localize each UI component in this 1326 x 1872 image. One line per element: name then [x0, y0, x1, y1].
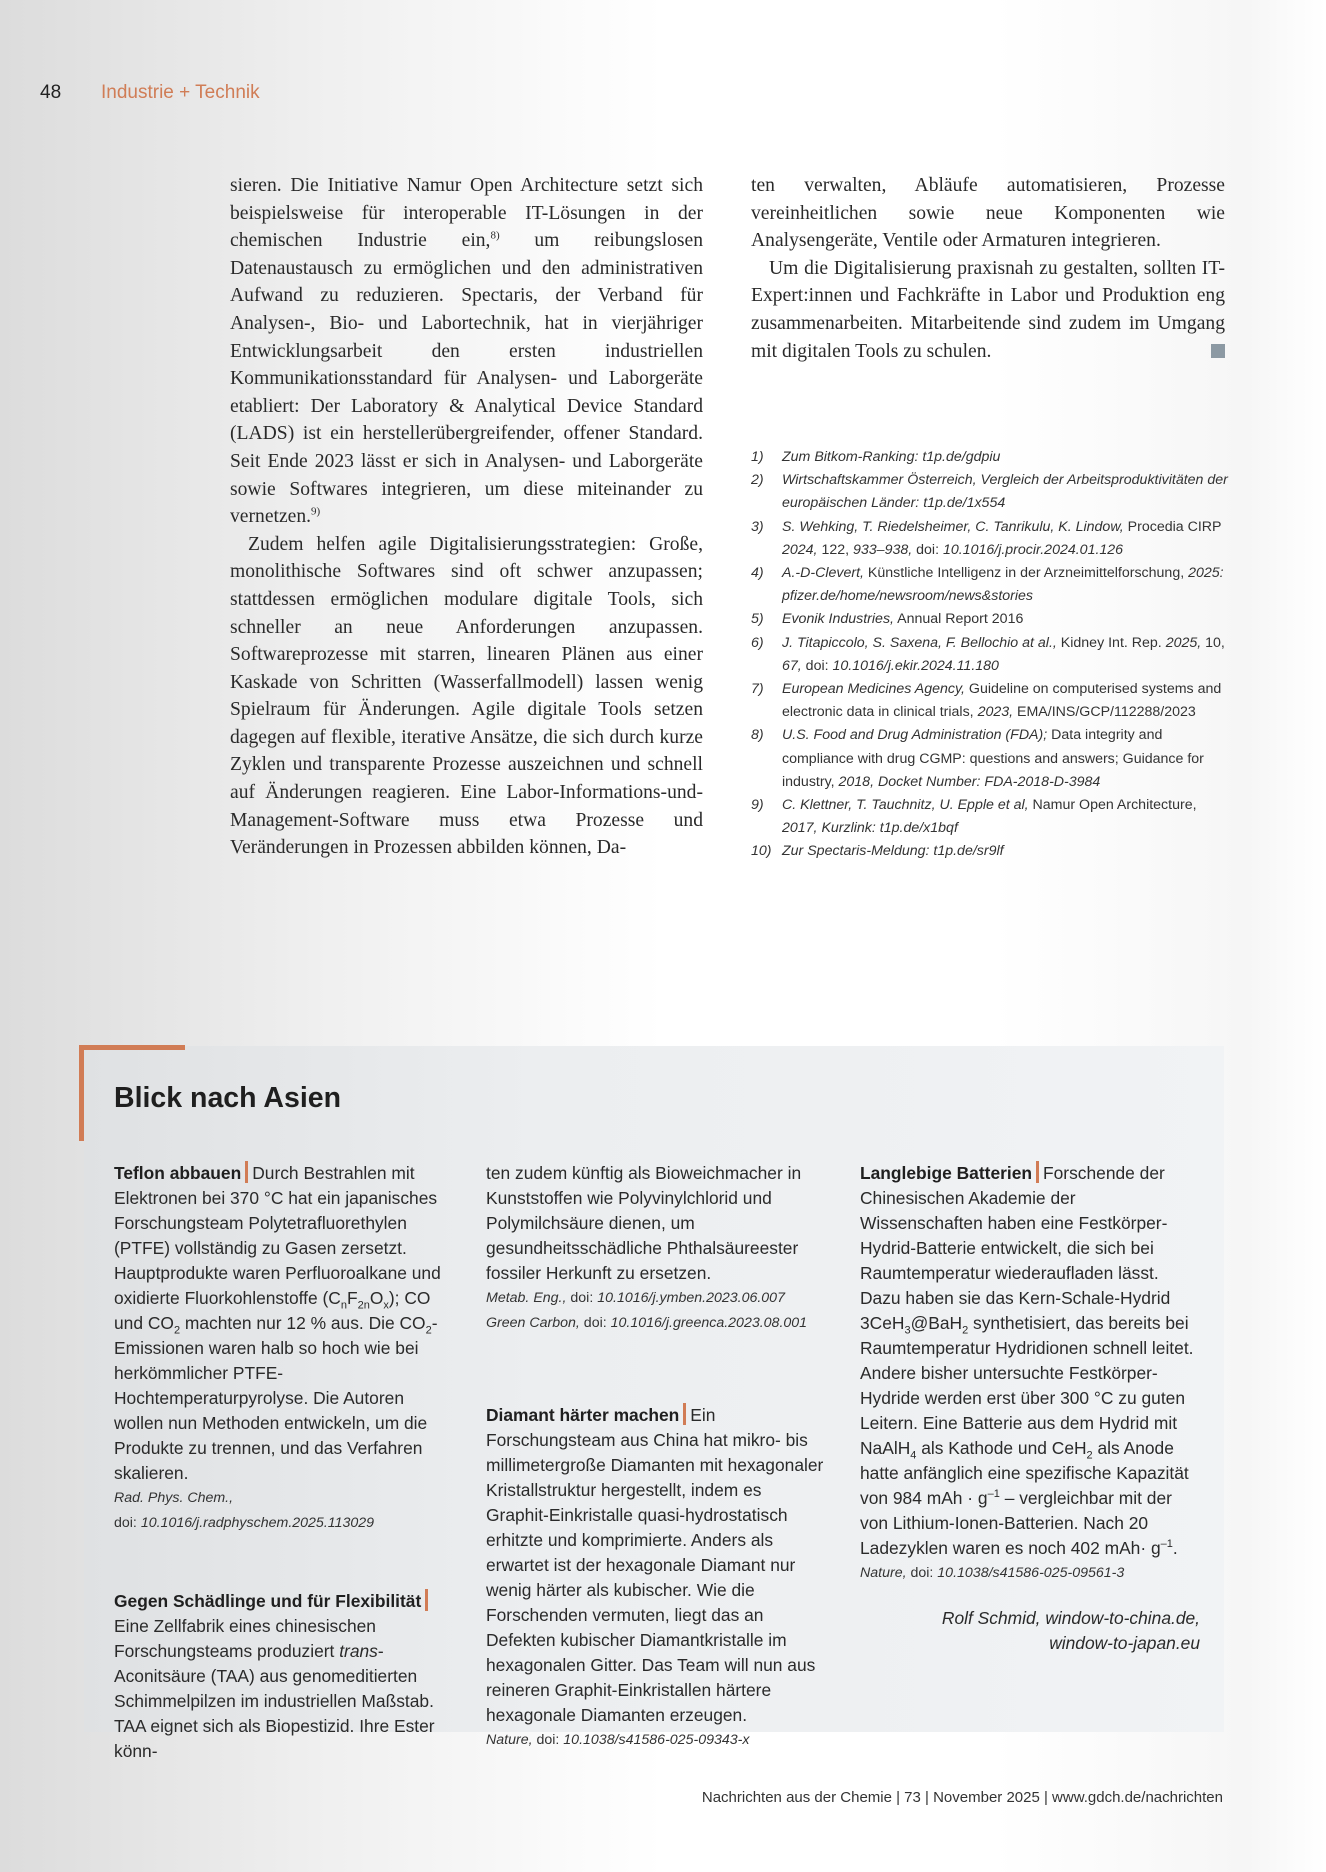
accent-bar-icon — [245, 1161, 248, 1183]
reference-item: 8) U.S. Food and Drug Administration (FDA); Data integrity and compliance with drug CGMP: questions and answers; Guidance for industry, 2018, Docket Number: FDA-2018-D-3984 — [751, 727, 1204, 790]
article-column-right — [751, 172, 1225, 365]
footnote-ref[interactable]: 8) — [490, 229, 500, 242]
page-number: 48 — [40, 82, 62, 103]
reference-item: 9) C. Klettner, T. Tauchnitz, U. Epple et al, Namur Open Architecture, 2017, Kurzlink: t1p.de/x1bqf — [751, 797, 1197, 837]
citation: Nature, doi: 10.1038/s41586-025-09343-x — [486, 1732, 750, 1748]
reference-item: 4) A.-D-Clevert, Künstliche Intelligenz in der Arzneimittelforschung, 2025: pfizer.de/home/newsroom/news&stories — [751, 565, 1224, 605]
reference-item: 2) Wirtschaftskammer Österreich, Vergleich der Arbeitsproduktivitäten der europäischen Länder: t1p.de/1x554 — [751, 472, 1228, 512]
news-item-battery: Langlebige Batterien Forschende der Chinesischen Akademie der Wissenschaften haben eine Festkörper-Hydrid-Batterie entwickelt, die sich bei Raumtemperatur wiederaufladen lässt. Dazu haben sie das Kern-Schale-Hydrid 3CeH$_3$@BaH$_2$ synthetisiert, das bereits bei Raumtemperatur Hydridionen schnell leitet. Andere bisher untersuchte Festkörper-Hydride werden erst über 300 °C zu guten Leitern. Eine Batterie aus dem Hydrid mit NaAlH$_4$ als Kathode und CeH$_2$ als Anode hatte anfänglich eine spezifische Kapazität von 984 mAh · $g^{-1}$ – vergleichbar mit der von Lithium-Ionen-Batterien. Nach 20 Ladezyklen waren es noch 402 $mAh\cdot g^{-1}$. — [860, 1163, 1194, 1558]
section-title: Industrie + Technik — [101, 82, 260, 103]
reference-item: 3) S. Wehking, T. Riedelsheimer, C. Tanrikulu, K. Lindow, Procedia CIRP 2024, 122, 933–938, doi: 10.1016/j.procir.2024.01.126 — [751, 518, 1222, 558]
reference-link[interactable]: 2025: pfizer.de/home/newsroom/news&stories — [782, 565, 1224, 605]
doi-link[interactable]: 10.1016/j.radphyschem.2025.113029 — [140, 1515, 375, 1531]
reference-link[interactable]: Wirtschaftskammer Österreich, Vergleich der Arbeitsproduktivitäten der europäischen Länder: t1p.de/1x554 — [782, 472, 1228, 512]
item-heading: Langlebige Batterien — [860, 1163, 1033, 1183]
doi-link[interactable]: 10.1038/s41586-025-09343-x — [563, 1732, 750, 1748]
item-heading: Teflon abbauen — [114, 1163, 242, 1183]
reference-list — [751, 446, 1231, 864]
citation: Nature, doi: 10.1038/s41586-025-09561-3 — [860, 1565, 1125, 1581]
author-credit: Rolf Schmid, window-to-china.de, window-to-japan.eu — [941, 1608, 1200, 1653]
accent-corner-top — [79, 1045, 185, 1050]
paragraph: sieren. Die Initiative Namur Open Architecture setzt sich beispielsweise für interoperable IT-Lösungen in der chemischen Industrie ein,$^{8)}$ um reibungslosen Datenaustausch zu ermöglichen und den administrativen Aufwand zu reduzieren. Spectaris, der Verband für Analysen-, Bio- und Labortechnik, hat in vierjähriger Entwicklungsarbeit den ersten industriellen Kommunikationsstandard für Analysen- und Laborgeräte etabliert: Der Laboratory & Analytical Device Standard (LADS) ist ein herstellerübergreifender, offener Standard. Seit Ende 2023 lässt er sich in Analysen- und Laborgeräte sowie Softwares integrieren, um diese miteinander zu vernetzen.$^{9)}$ — [230, 175, 703, 528]
paragraph: ten verwalten, Abläufe automatisieren, Prozesse vereinheitlichen sowie neue Komponenten wie Analysengeräte, Ventile oder Armaturen integrieren. — [751, 175, 1225, 252]
end-of-article-square-icon — [1211, 344, 1225, 358]
reference-item: 6) J. Titapiccolo, S. Saxena, F. Bellochio at al., Kidney Int. Rep. 2025, 10, 67, doi: 10.1016/j.ekir.2024.11.180 — [751, 634, 1225, 674]
box-column-2 — [486, 1161, 826, 1753]
accent-bar-icon — [425, 1589, 428, 1611]
reference-link[interactable]: Zum Bitkom-Ranking: t1p.de/gdpiu — [782, 449, 1001, 465]
page-footer: Nachrichten aus der Chemie | 73 | November 2025 | www.gdch.de/nachrichten — [701, 1789, 1223, 1806]
reference-link[interactable]: 2017, Kurzlink: t1p.de/x1bqf — [782, 820, 958, 837]
citation: Rad. Phys. Chem., doi: 10.1016/j.radphyschem.2025.113029 — [114, 1490, 375, 1531]
news-item-pests: Gegen Schädlinge und für Flexibilität Eine Zellfabrik eines chinesischen Forschungsteams produziert trans-Aconitsäure (TAA) aus genomeditierten Schimmelpilzen im industriellen Maßstab. TAA eignet sich als Biopestizid. Ihre Ester könn- — [114, 1591, 435, 1761]
reference-item: 7) European Medicines Agency, Guideline on computerised systems and electronic data in clinical trials, 2023, EMA/INS/GCP/112288/2023 — [751, 681, 1222, 721]
doi-link[interactable]: 10.1016/j.greenca.2023.08.001 — [610, 1315, 808, 1331]
accent-bar-icon — [1036, 1161, 1039, 1183]
footnote-ref[interactable]: 9) — [311, 505, 321, 518]
reference-item: 10) Zur Spectaris-Meldung: t1p.de/sr9lf — [751, 843, 1004, 860]
paragraph: Zudem helfen agile Digitalisierungsstrategien: Große, monolithische Softwares sind oft schwer anzupassen; stattdessen ermöglichen modulare digitale Tools, sich schneller an neue Anforderungen anzupassen. Softwareprozesse mit starren, linearen Plänen aus einer Kaskade von Schritten (Wasserfallmodell) lassen wenig Spielraum für Änderungen. Agile digitale Tools setzen dagegen auf flexible, iterative Ansätze, die sich durch kurze Zyklen und transparente Prozesse auszeichnen und schnell auf Änderungen reagieren. Eine Labor-Informations-und-Management-Software muss etwa Prozesse und Veränderungen in Prozessen abbilden können, Da- — [230, 533, 703, 859]
box-column-3 — [860, 1161, 1200, 1586]
reference-item: 5) Evonik Industries, Annual Report 2016 — [751, 611, 1024, 628]
news-item-diamond: Diamant härter machen Ein Forschungsteam aus China hat mikro- bis millimetergroße Diamanten mit hexagonaler Kristallstruktur hergestellt, indem es Graphit-Einkristalle quasi-hydrostatisch erhitzte und komprimierte. Anders als erwartet ist der hexagonale Diamant nur wenig härter als kubischer. Wie die Forschenden vermuten, liegt das an Defekten kubischer Diamantkristalle im hexagonalen Gitter. Das Team will nun aus reineren Graphit-Einkristallen härtere hexagonale Diamanten erzeugen. — [486, 1405, 824, 1725]
news-item-pests-continued: ten zudem künftig als Bioweichmacher in Kunststoffen wie Polyvinylchlorid und Polymilchsäure dienen, um gesundheitsschädliche Phthalsäureester fossiler Herkunft zu ersetzen. — [486, 1163, 802, 1283]
item-heading: Diamant härter machen — [486, 1405, 680, 1425]
box-column-1 — [114, 1161, 454, 1764]
news-item-teflon: Teflon abbauen Durch Bestrahlen mit Elektronen bei 370 °C hat ein japanisches Forschungsteam Polytetrafluorethylen (PTFE) vollständig zu Gasen zersetzt. Hauptprodukte waren Perfluoroalkane und oxidierte Fluorkohlenstoffe $(C_nF_{2n}O_x)$; CO und $CO_2$ machten nur 12 % aus. Die $CO_2$-Emissionen waren halb so hoch wie bei herkömmlicher PTFE-Hochtemperaturpyrolyse. Die Autoren wollen nun Methoden entwickeln, um die Produkte zu trennen, und das Verfahren skalieren. — [114, 1163, 441, 1483]
reference-link[interactable]: Zur Spectaris-Meldung: t1p.de/sr9lf — [782, 843, 1004, 860]
paragraph: Um die Digitalisierung praxisnah zu gestalten, sollten IT-Expert:innen und Fachkräfte in Labor und Produktion eng zusammenarbeiten. Mitarbeitende sind zudem im Umgang mit digitalen Tools zu schulen. — [751, 257, 1225, 362]
doi-link[interactable]: 10.1038/s41586-025-09561-3 — [937, 1565, 1125, 1581]
item-heading: Gegen Schädlinge und für Flexibilität — [114, 1591, 422, 1611]
accent-bar-icon — [683, 1403, 686, 1425]
reference-item: 1) Zum Bitkom-Ranking: t1p.de/gdpiu — [751, 449, 1001, 465]
accent-corner-left — [79, 1045, 84, 1141]
box-title: Blick nach Asien — [114, 1082, 342, 1114]
doi-link[interactable]: 10.1016/j.ymben.2023.06.007 — [597, 1290, 785, 1306]
doi-link[interactable]: 10.1016/j.ekir.2024.11.180 — [832, 657, 999, 674]
article-column-left — [230, 172, 703, 862]
doi-link[interactable]: 10.1016/j.procir.2024.01.126 — [942, 541, 1124, 558]
citation: Metab. Eng., doi: 10.1016/j.ymben.2023.06.007 Green Carbon, doi: 10.1016/j.greenca.2023.08.001 — [486, 1290, 808, 1331]
